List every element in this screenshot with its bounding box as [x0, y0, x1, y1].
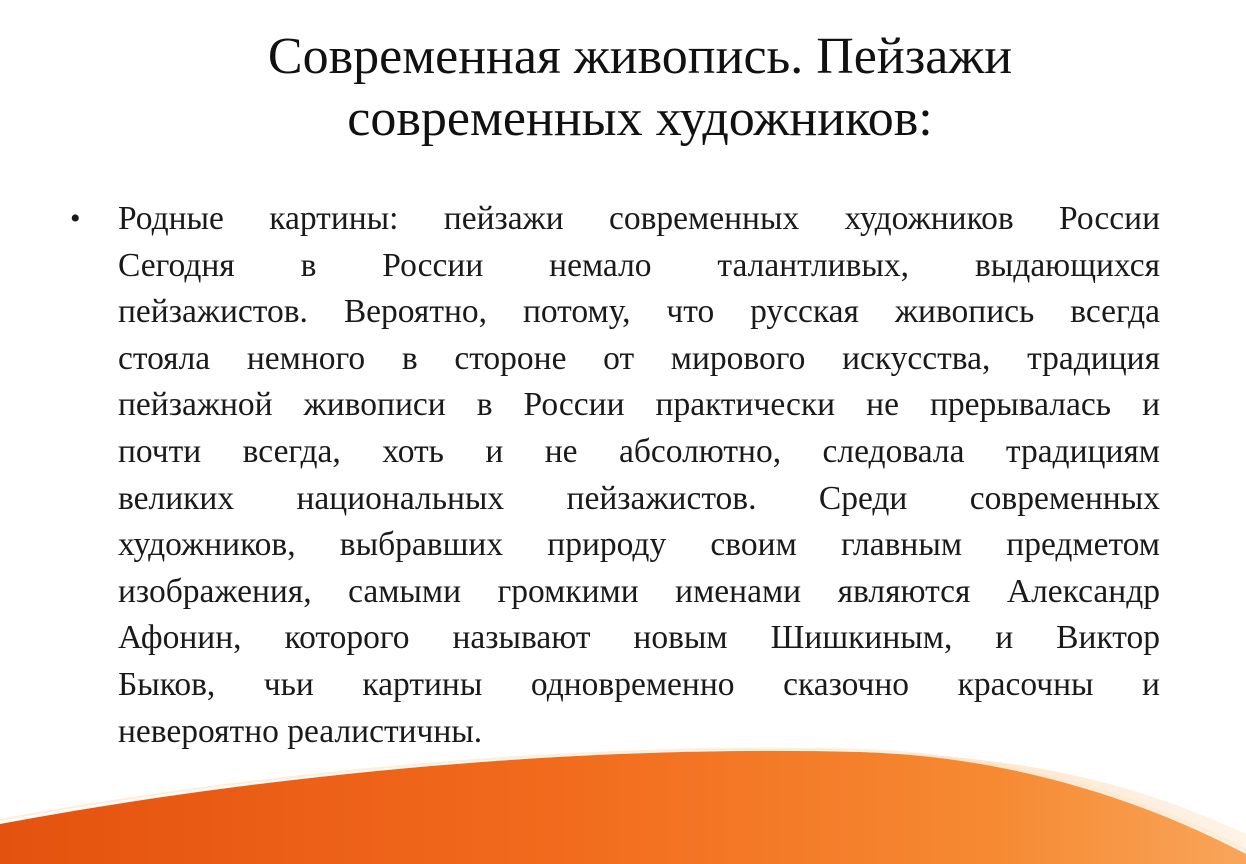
- body-line-6: почти всегда, хоть и не абсолютно, следовала традициям: [118, 432, 1160, 470]
- body-line-10: Афонин, которого называют новым Шишкиным, и Виктор: [118, 619, 1160, 657]
- bullet-item: [70, 196, 1160, 755]
- body-line-7: великих национальных пейзажистов. Среди современных: [118, 479, 1160, 517]
- body-line-4: стояла немного в стороне от мирового искусства, традиция: [118, 339, 1160, 377]
- slide-title: [120, 26, 1160, 150]
- orange-wave-decoration: [0, 724, 1246, 864]
- body-line-11: Быков, чьи картины одновременно сказочно красочны и: [118, 665, 1160, 703]
- title-line-2: современных художников:: [347, 90, 933, 147]
- body-line-12: невероятно реалистичны.: [118, 712, 483, 750]
- bullet-icon: •: [70, 202, 81, 235]
- body-line-5: пейзажной живописи в России практически не прерывалась и: [118, 386, 1160, 424]
- body-line-9: изображения, самыми громкими именами являются Александр: [118, 572, 1160, 610]
- body-line-3: пейзажистов. Вероятно, потому, что русская живопись всегда: [118, 293, 1160, 331]
- body-line-1: Родные картины: пейзажи современных художников России: [118, 200, 1160, 237]
- body-list: [70, 196, 1160, 755]
- wave-main-band: [0, 751, 1246, 864]
- body-line-8: художников, выбравших природу своим главным предметом: [118, 526, 1160, 564]
- body-line-2: Сегодня в России немало талантливых, выдающихся: [118, 246, 1160, 284]
- title-line-1: Современная живопись. Пейзажи: [267, 28, 1013, 85]
